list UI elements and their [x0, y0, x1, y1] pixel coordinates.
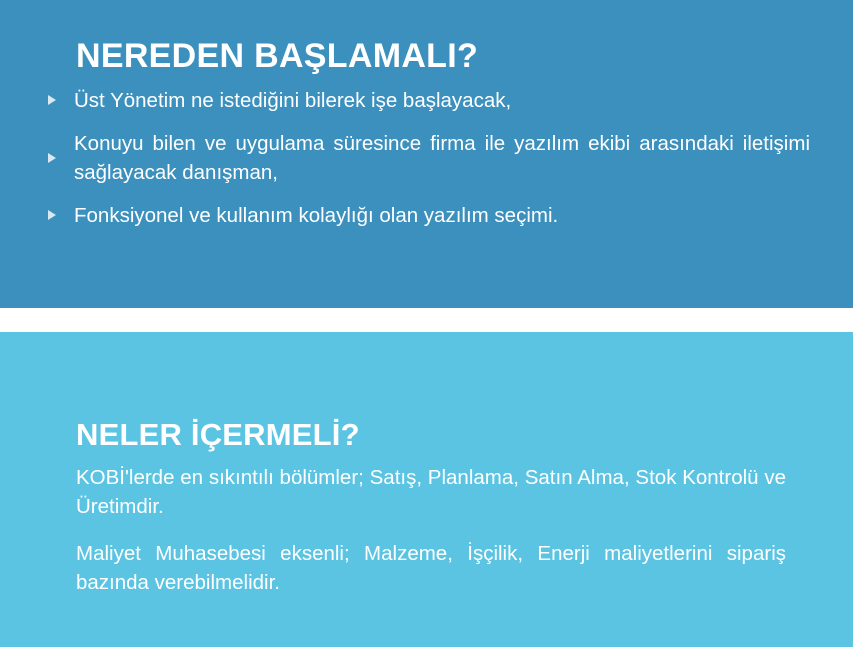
bottom-section-heading: NELER İÇERMELİ? [76, 417, 360, 452]
list-item [40, 201, 810, 230]
top-bullet-list [40, 86, 810, 244]
top-section-heading: NEREDEN BAŞLAMALI? [76, 37, 479, 75]
bottom-section-panel [0, 332, 853, 647]
paragraph: Maliyet Muhasebesi eksenli; Malzeme, İşçilik, Enerji maliyetlerini sipariş bazında verebilmelidir. [76, 542, 786, 595]
list-item [40, 86, 810, 115]
bullet-text: Üst Yönetim ne istediğini bilerek işe başlayacak, [74, 89, 512, 112]
bullet-text: Fonksiyonel ve kullanım kolaylığı olan yazılım seçimi. [74, 204, 559, 228]
bullet-text: Konuyu bilen ve uygulama süresince firma ile yazılım ekibi arasındaki iletişimi sağlayacak danışman, [74, 132, 810, 185]
triangle-bullet-icon [40, 129, 64, 163]
panel-divider [0, 308, 853, 332]
triangle-bullet-icon [40, 86, 64, 105]
list-item [40, 129, 810, 187]
paragraph: KOBİ'lerde en sıkıntılı bölümler; Satış, Planlama, Satın Alma, Stok Kontrolü ve Üretimdir. [76, 466, 786, 519]
bottom-paragraph-list [76, 463, 786, 597]
top-section-panel [0, 0, 853, 308]
triangle-bullet-icon [40, 201, 64, 220]
